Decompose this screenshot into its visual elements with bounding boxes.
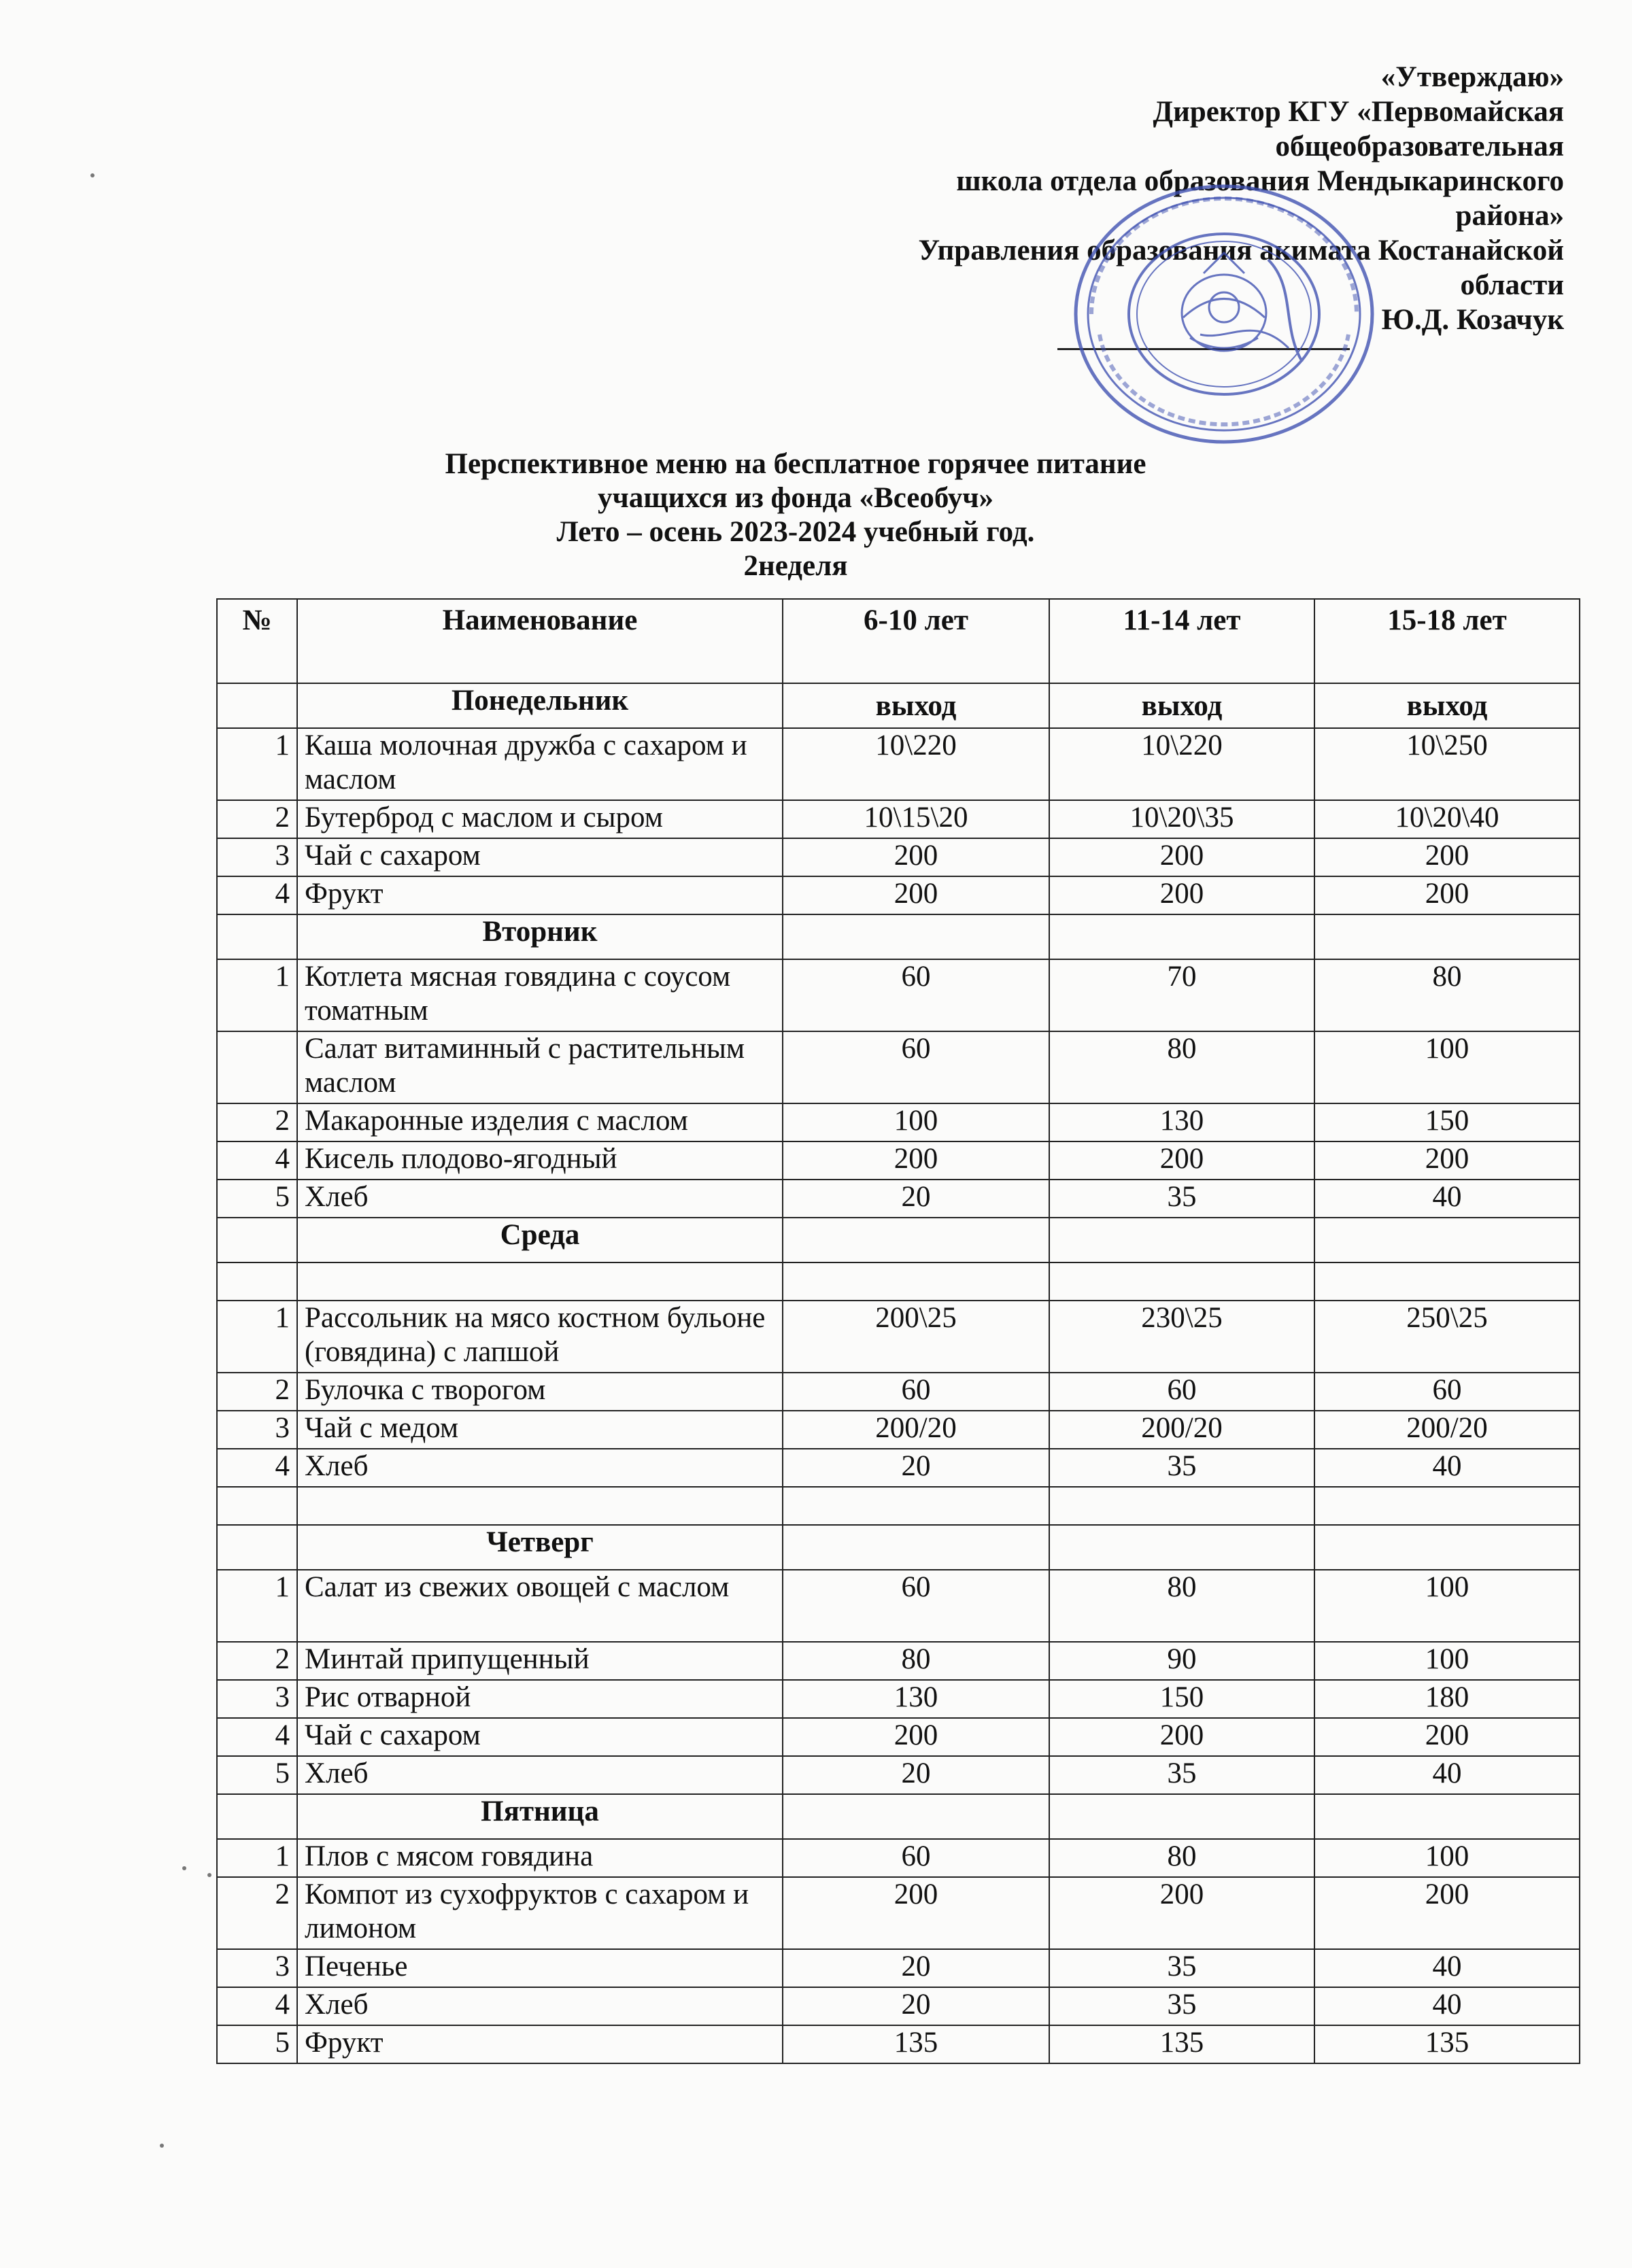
- portion-6-10: 200: [783, 876, 1049, 914]
- portion-11-14: 200: [1049, 876, 1314, 914]
- table-row: [217, 1180, 1580, 1218]
- empty-cell: [1314, 1262, 1580, 1301]
- table-row: [217, 1839, 1580, 1877]
- title-line: Лето – осень 2023-2024 учебный год.: [556, 516, 1035, 548]
- portion-11-14: 135: [1049, 2025, 1314, 2063]
- dish-name: Хлеб: [297, 1756, 783, 1794]
- portion-6-10: 10\15\20: [783, 800, 1049, 838]
- day-row: [217, 1218, 1580, 1262]
- item-number: 3: [217, 1680, 297, 1718]
- title-line: учащихся из фонда «Всеобуч»: [597, 482, 993, 514]
- item-number: 1: [217, 728, 297, 800]
- portion-11-14: 200: [1049, 838, 1314, 876]
- output-label: [1314, 1525, 1580, 1570]
- portion-6-10: 100: [783, 1103, 1049, 1141]
- table-row: [217, 1301, 1580, 1373]
- portion-15-18: 60: [1314, 1373, 1580, 1411]
- portion-15-18: 100: [1314, 1031, 1580, 1103]
- output-label: [1314, 914, 1580, 959]
- item-number: 1: [217, 1570, 297, 1642]
- dish-name: Салат из свежих овощей с маслом: [297, 1570, 783, 1642]
- item-number: 3: [217, 1949, 297, 1987]
- portion-6-10: 20: [783, 1949, 1049, 1987]
- approval-line: района»: [1455, 200, 1564, 232]
- approval-line: Управления образования акимата Костанайской: [918, 235, 1564, 267]
- dish-name: Рис отварной: [297, 1680, 783, 1718]
- dish-name: Хлеб: [297, 1180, 783, 1218]
- scan-speck: [90, 173, 95, 177]
- item-number: 4: [217, 1449, 297, 1487]
- table-row: [217, 1031, 1580, 1103]
- item-number: 3: [217, 1411, 297, 1449]
- day-row: [217, 683, 1580, 728]
- portion-6-10: 200/20: [783, 1411, 1049, 1449]
- portion-11-14: 70: [1049, 959, 1314, 1031]
- output-label: [1049, 1794, 1314, 1839]
- portion-15-18: 200: [1314, 1718, 1580, 1756]
- portion-6-10: 200: [783, 1141, 1049, 1180]
- portion-11-14: 130: [1049, 1103, 1314, 1141]
- empty-cell: [217, 1262, 297, 1301]
- item-number: 3: [217, 838, 297, 876]
- empty-cell: [297, 1262, 783, 1301]
- table-row: [217, 1373, 1580, 1411]
- day-number-cell: [217, 914, 297, 959]
- table-row: [217, 1987, 1580, 2025]
- menu-table: [216, 598, 1580, 2064]
- portion-11-14: 200: [1049, 1141, 1314, 1180]
- portion-11-14: 35: [1049, 1449, 1314, 1487]
- portion-15-18: 40: [1314, 1987, 1580, 2025]
- day-name: Понедельник: [297, 683, 783, 728]
- portion-6-10: 60: [783, 1839, 1049, 1877]
- item-number: 2: [217, 1373, 297, 1411]
- header-name: Наименование: [297, 599, 783, 683]
- output-label: [783, 1525, 1049, 1570]
- approval-line: общеобразовательная: [1275, 131, 1564, 162]
- empty-cell: [217, 1487, 297, 1525]
- portion-6-10: 200: [783, 1718, 1049, 1756]
- menu-table-body: [217, 599, 1580, 2063]
- table-row: [217, 1718, 1580, 1756]
- approval-signatory: Ю.Д. Козачук: [1381, 304, 1564, 336]
- table-row: [217, 1949, 1580, 1987]
- item-number: 5: [217, 2025, 297, 2063]
- day-number-cell: [217, 1525, 297, 1570]
- table-row: [217, 1642, 1580, 1680]
- day-number-cell: [217, 1218, 297, 1262]
- day-name: Вторник: [297, 914, 783, 959]
- table-row: [217, 1570, 1580, 1642]
- portion-15-18: 100: [1314, 1570, 1580, 1642]
- output-label: [783, 1218, 1049, 1262]
- dish-name: Чай с сахаром: [297, 838, 783, 876]
- day-row: [217, 1525, 1580, 1570]
- portion-6-10: 20: [783, 1987, 1049, 2025]
- dish-name: Хлеб: [297, 1449, 783, 1487]
- dish-name: Компот из сухофруктов с сахаром и лимоном: [297, 1877, 783, 1949]
- portion-6-10: 20: [783, 1756, 1049, 1794]
- portion-15-18: 250\25: [1314, 1301, 1580, 1373]
- portion-6-10: 130: [783, 1680, 1049, 1718]
- dish-name: Плов с мясом говядина: [297, 1839, 783, 1877]
- empty-cell: [783, 1487, 1049, 1525]
- output-label: выход: [1049, 683, 1314, 728]
- portion-6-10: 80: [783, 1642, 1049, 1680]
- approval-line: «Утверждаю»: [1380, 61, 1564, 93]
- portion-15-18: 135: [1314, 2025, 1580, 2063]
- portion-15-18: 40: [1314, 1756, 1580, 1794]
- dish-name: Котлета мясная говядина с соусом томатным: [297, 959, 783, 1031]
- item-number: [217, 1031, 297, 1103]
- item-number: 2: [217, 1642, 297, 1680]
- day-name: Пятница: [297, 1794, 783, 1839]
- item-number: 1: [217, 1839, 297, 1877]
- portion-11-14: 200: [1049, 1877, 1314, 1949]
- output-label: [1049, 1218, 1314, 1262]
- approval-line: Директор КГУ «Первомайская: [1153, 96, 1564, 128]
- approval-block: [782, 60, 1564, 337]
- portion-6-10: 60: [783, 1031, 1049, 1103]
- dish-name: Фрукт: [297, 2025, 783, 2063]
- item-number: 2: [217, 800, 297, 838]
- portion-15-18: 200: [1314, 1141, 1580, 1180]
- output-label: [1049, 1525, 1314, 1570]
- dish-name: Чай с медом: [297, 1411, 783, 1449]
- item-number: 4: [217, 1987, 297, 2025]
- item-number: 4: [217, 1718, 297, 1756]
- portion-11-14: 200: [1049, 1718, 1314, 1756]
- portion-6-10: 10\220: [783, 728, 1049, 800]
- item-number: 4: [217, 876, 297, 914]
- portion-15-18: 200: [1314, 838, 1580, 876]
- item-number: 1: [217, 959, 297, 1031]
- portion-6-10: 200\25: [783, 1301, 1049, 1373]
- header-age-6-10: 6-10 лет: [783, 599, 1049, 683]
- empty-cell: [1049, 1262, 1314, 1301]
- empty-row: [217, 1487, 1580, 1525]
- day-number-cell: [217, 1794, 297, 1839]
- portion-11-14: 35: [1049, 1987, 1314, 2025]
- portion-15-18: 100: [1314, 1839, 1580, 1877]
- portion-11-14: 80: [1049, 1839, 1314, 1877]
- table-row: [217, 1877, 1580, 1949]
- portion-15-18: 40: [1314, 1180, 1580, 1218]
- empty-cell: [783, 1262, 1049, 1301]
- portion-15-18: 150: [1314, 1103, 1580, 1141]
- table-row: [217, 838, 1580, 876]
- dish-name: Минтай припущенный: [297, 1642, 783, 1680]
- portion-6-10: 135: [783, 2025, 1049, 2063]
- empty-cell: [297, 1487, 783, 1525]
- portion-11-14: 10\20\35: [1049, 800, 1314, 838]
- table-row: [217, 2025, 1580, 2063]
- portion-11-14: 10\220: [1049, 728, 1314, 800]
- empty-cell: [1314, 1487, 1580, 1525]
- table-row: [217, 728, 1580, 800]
- table-header-row: [217, 599, 1580, 683]
- week-label: 2неделя: [743, 550, 848, 582]
- portion-11-14: 35: [1049, 1949, 1314, 1987]
- day-name: Четверг: [297, 1525, 783, 1570]
- portion-6-10: 60: [783, 1570, 1049, 1642]
- spacer-row: [217, 1262, 1580, 1301]
- dish-name: Хлеб: [297, 1987, 783, 2025]
- portion-11-14: 80: [1049, 1031, 1314, 1103]
- portion-11-14: 35: [1049, 1756, 1314, 1794]
- table-row: [217, 959, 1580, 1031]
- output-label: выход: [783, 683, 1049, 728]
- portion-15-18: 10\20\40: [1314, 800, 1580, 838]
- output-label: выход: [1314, 683, 1580, 728]
- dish-name: Булочка с творогом: [297, 1373, 783, 1411]
- scan-speck: [182, 1866, 186, 1870]
- portion-15-18: 200/20: [1314, 1411, 1580, 1449]
- portion-6-10: 60: [783, 959, 1049, 1031]
- item-number: 4: [217, 1141, 297, 1180]
- table-row: [217, 1141, 1580, 1180]
- output-label: [783, 914, 1049, 959]
- header-age-15-18: 15-18 лет: [1314, 599, 1580, 683]
- portion-15-18: 40: [1314, 1949, 1580, 1987]
- portion-6-10: 60: [783, 1373, 1049, 1411]
- portion-15-18: 200: [1314, 1877, 1580, 1949]
- output-label: [1314, 1218, 1580, 1262]
- dish-name: Салат витаминный с растительным маслом: [297, 1031, 783, 1103]
- portion-11-14: 90: [1049, 1642, 1314, 1680]
- day-number-cell: [217, 683, 297, 728]
- portion-11-14: 230\25: [1049, 1301, 1314, 1373]
- signature-line: [1057, 348, 1350, 350]
- portion-6-10: 200: [783, 838, 1049, 876]
- item-number: 2: [217, 1103, 297, 1141]
- portion-11-14: 200/20: [1049, 1411, 1314, 1449]
- portion-15-18: 100: [1314, 1642, 1580, 1680]
- output-label: [1314, 1794, 1580, 1839]
- day-row: [217, 914, 1580, 959]
- dish-name: Бутерброд с маслом и сыром: [297, 800, 783, 838]
- item-number: 1: [217, 1301, 297, 1373]
- portion-15-18: 10\250: [1314, 728, 1580, 800]
- item-number: 5: [217, 1180, 297, 1218]
- item-number: 5: [217, 1756, 297, 1794]
- empty-cell: [1049, 1487, 1314, 1525]
- portion-11-14: 35: [1049, 1180, 1314, 1218]
- day-row: [217, 1794, 1580, 1839]
- output-label: [1049, 914, 1314, 959]
- table-row: [217, 1680, 1580, 1718]
- dish-name: Чай с сахаром: [297, 1718, 783, 1756]
- portion-15-18: 80: [1314, 959, 1580, 1031]
- header-age-11-14: 11-14 лет: [1049, 599, 1314, 683]
- portion-6-10: 20: [783, 1449, 1049, 1487]
- table-row: [217, 800, 1580, 838]
- portion-11-14: 60: [1049, 1373, 1314, 1411]
- portion-11-14: 150: [1049, 1680, 1314, 1718]
- dish-name: Каша молочная дружба с сахаром и маслом: [297, 728, 783, 800]
- portion-6-10: 200: [783, 1877, 1049, 1949]
- dish-name: Рассольник на мясо костном бульоне (говядина) с лапшой: [297, 1301, 783, 1373]
- dish-name: Макаронные изделия с маслом: [297, 1103, 783, 1141]
- portion-15-18: 200: [1314, 876, 1580, 914]
- title-line: Перспективное меню на бесплатное горячее питание: [445, 448, 1146, 480]
- approval-line: области: [1460, 269, 1564, 301]
- table-row: [217, 1103, 1580, 1141]
- portion-11-14: 80: [1049, 1570, 1314, 1642]
- table-row: [217, 876, 1580, 914]
- approval-line: школа отдела образования Мендыкаринского: [956, 165, 1564, 197]
- dish-name: Кисель плодово-ягодный: [297, 1141, 783, 1180]
- portion-15-18: 180: [1314, 1680, 1580, 1718]
- header-number: №: [217, 599, 297, 683]
- day-name: Среда: [297, 1218, 783, 1262]
- table-row: [217, 1411, 1580, 1449]
- scan-speck: [207, 1873, 211, 1877]
- portion-15-18: 40: [1314, 1449, 1580, 1487]
- scan-speck: [160, 2144, 164, 2148]
- table-row: [217, 1756, 1580, 1794]
- dish-name: Печенье: [297, 1949, 783, 1987]
- document-title: [231, 447, 1360, 583]
- item-number: 2: [217, 1877, 297, 1949]
- dish-name: Фрукт: [297, 876, 783, 914]
- output-label: [783, 1794, 1049, 1839]
- table-row: [217, 1449, 1580, 1487]
- portion-6-10: 20: [783, 1180, 1049, 1218]
